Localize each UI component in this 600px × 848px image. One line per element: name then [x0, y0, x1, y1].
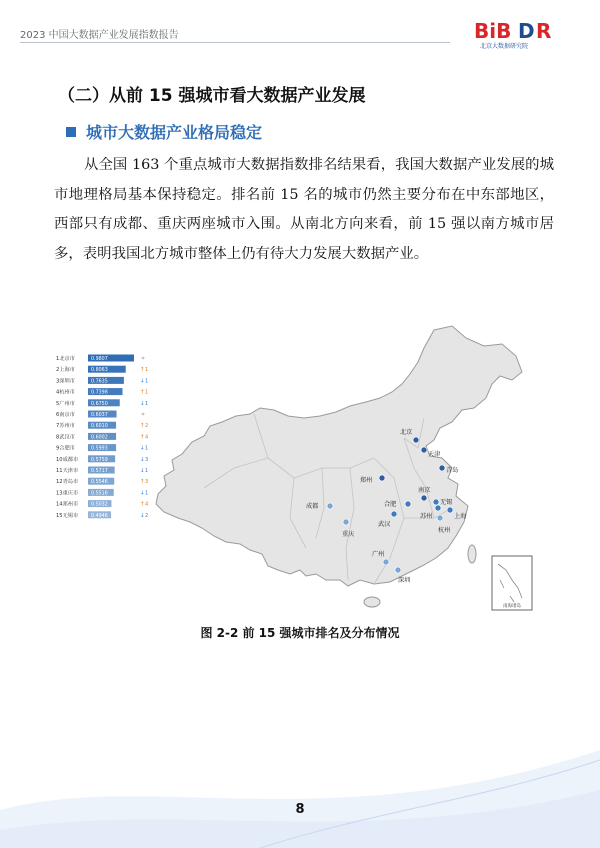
- ranking-value: 0.5516: [91, 491, 108, 497]
- ranking-city-label: 12青岛市: [56, 479, 79, 486]
- city-marker: [395, 567, 401, 573]
- svg-text:D: D: [518, 19, 535, 43]
- arrow-down-icon: ↓: [140, 468, 145, 474]
- running-header: 2023 中国大数据产业发展指数报告: [20, 30, 179, 41]
- ranking-value: 0.5717: [91, 469, 108, 474]
- ranking-city-label: 6南京市: [56, 412, 75, 418]
- city-label: 合肥: [384, 501, 397, 508]
- city-marker: [437, 515, 443, 521]
- ranking-value: 0.6002: [91, 435, 108, 441]
- ranking-row: [56, 354, 144, 362]
- arrow-down-icon: ↓: [140, 378, 145, 385]
- city-marker: [379, 475, 385, 481]
- city-label: 广州: [372, 551, 385, 558]
- city-label: 无锡: [440, 499, 453, 506]
- arrow-down-icon: ↓: [140, 456, 145, 463]
- ranking-city-label: 14郑州市: [56, 501, 79, 508]
- ranking-row: [56, 477, 148, 485]
- ranking-value: 0.5032: [91, 502, 108, 508]
- ranking-value: 0.4946: [91, 513, 108, 519]
- ranking-row: [56, 500, 148, 508]
- ranking-city-label: 10成都市: [56, 456, 79, 463]
- bibdr-logo: [472, 18, 576, 52]
- logo-graphic: [472, 18, 576, 52]
- ranking-change: 3: [145, 456, 149, 463]
- ranking-row: [56, 432, 148, 440]
- subsection-title: 城市大数据产业格局稳定: [86, 123, 263, 142]
- china-map-outline: [156, 326, 522, 586]
- ranking-city-label: 7苏州市: [56, 423, 75, 430]
- city-marker: [421, 447, 427, 453]
- ranking-city-label: 4杭州市: [56, 389, 75, 396]
- arrow-up-icon: ↑: [140, 434, 145, 441]
- ranking-row: [56, 376, 148, 384]
- ranking-city-label: 5广州市: [56, 400, 75, 407]
- ranking-value: 0.7635: [91, 379, 108, 385]
- decorative-waves: [0, 690, 600, 848]
- city-marker: [439, 465, 445, 471]
- city-label: 南京: [418, 487, 431, 494]
- ranking-value: 0.6750: [91, 401, 108, 407]
- no-change-icon: [142, 357, 145, 360]
- city-label: 北京: [400, 429, 413, 436]
- ranking-value: 0.5546: [91, 480, 108, 486]
- figure-caption: 图 2-2 前 15 强城市排名及分布情况: [200, 626, 400, 640]
- arrow-up-icon: ↑: [140, 423, 145, 430]
- ranking-city-label: 3深圳市: [56, 378, 75, 385]
- ranking-value: 0.6037: [91, 413, 108, 418]
- city-label: 天津: [428, 451, 441, 458]
- ranking-row: [56, 365, 148, 373]
- arrow-up-icon: ↑: [140, 501, 145, 508]
- ranking-row: [56, 488, 148, 496]
- ranking-change: 4: [145, 501, 149, 508]
- city-label: 杭州: [438, 527, 451, 534]
- no-change-icon: [142, 413, 145, 416]
- city-marker: [413, 437, 419, 443]
- ranking-change: 1: [145, 389, 149, 396]
- ranking-row: [56, 455, 148, 463]
- ranking-change: 3: [145, 479, 149, 486]
- arrow-up-icon: ↑: [140, 367, 145, 374]
- ranking-value: 0.9807: [91, 357, 108, 362]
- city-label: 武汉: [378, 521, 391, 528]
- city-label: 郑州: [360, 477, 373, 484]
- city-marker: [421, 495, 427, 501]
- ranking-value: 0.7398: [91, 390, 108, 396]
- city-marker: [433, 499, 439, 505]
- inset-label: 南海诸岛: [503, 604, 521, 609]
- arrow-down-icon: ↓: [140, 400, 145, 407]
- ranking-row: [56, 399, 148, 407]
- ranking-city-label: 1北京市: [56, 356, 75, 362]
- ranking-row: [56, 388, 148, 396]
- city-label: 青岛: [446, 467, 459, 474]
- ranking-row: [56, 421, 148, 429]
- page-number: 8: [295, 802, 305, 817]
- ranking-city-label: 13重庆市: [56, 490, 79, 497]
- ranking-city-label: 15无锡市: [56, 512, 79, 519]
- ranking-value: 0.6010: [91, 424, 108, 430]
- ranking-change: 1: [145, 400, 149, 407]
- ranking-change: 2: [145, 423, 149, 430]
- city-marker: [383, 559, 389, 565]
- city-marker: [327, 503, 333, 509]
- ranking-change: 1: [145, 378, 149, 385]
- ranking-city-label: 9合肥市: [56, 445, 75, 452]
- city-marker: [391, 511, 397, 517]
- header-rule: [20, 42, 450, 43]
- city-label: 重庆: [342, 531, 355, 538]
- square-bullet-icon: [66, 127, 76, 137]
- ranking-change: 1: [145, 490, 149, 497]
- ranking-city-label: 2上海市: [56, 367, 75, 374]
- taiwan-island: [468, 545, 476, 563]
- south-china-sea-inset: [492, 556, 532, 610]
- ranking-city-label: 8武汉市: [56, 434, 75, 441]
- city-marker: [447, 507, 453, 513]
- ranking-city-label: 11天津市: [56, 468, 79, 474]
- ranking-change: 1: [145, 445, 149, 452]
- figure-svg: [54, 318, 554, 613]
- section-heading: （二）从前 15 强城市看大数据产业发展: [58, 86, 366, 106]
- city-marker: [405, 501, 411, 507]
- city-label: 苏州: [420, 513, 433, 520]
- city-marker: [343, 519, 349, 525]
- city-marker: [435, 505, 441, 511]
- arrow-down-icon: ↓: [140, 512, 145, 519]
- ranking-value: 0.5759: [91, 457, 108, 463]
- ranking-row: [56, 410, 144, 418]
- arrow-down-icon: ↓: [140, 490, 145, 497]
- body-paragraph: 从全国 163 个重点城市大数据指数排名结果看，我国大数据产业发展的城市地理格局基本保持稳定。排名前 15 名的城市仍然主要分布在中东部地区，西部只有成都、重庆两座城市入围。从南北方向来看，前 15 强以南方城市居多，表明我国北方城市整体上仍有待大力发展大数据产业。: [54, 157, 554, 262]
- ranking-row: [56, 511, 148, 519]
- svg-text:R: R: [536, 19, 552, 43]
- arrow-up-icon: ↑: [140, 389, 145, 396]
- ranking-change: 4: [145, 434, 149, 441]
- ranking-row: [56, 444, 148, 452]
- ranking-change: 2: [145, 512, 149, 519]
- ranking-list: [56, 354, 148, 519]
- city-label: 深圳: [398, 577, 411, 584]
- city-label: 成都: [306, 503, 319, 510]
- ranking-change: 1: [145, 367, 149, 374]
- arrow-down-icon: ↓: [140, 445, 145, 452]
- ranking-row: [56, 466, 148, 474]
- figure-ranking-map: [54, 318, 554, 613]
- hainan-island: [364, 597, 380, 607]
- subsection-heading: [66, 120, 262, 143]
- city-label: 上海: [454, 513, 467, 520]
- ranking-change: 1: [145, 468, 149, 474]
- arrow-up-icon: ↑: [140, 479, 145, 486]
- svg-text:北京大数据研究院: 北京大数据研究院: [480, 43, 529, 50]
- ranking-value: 0.5993: [91, 446, 108, 452]
- svg-text:BiB: BiB: [474, 19, 512, 43]
- ranking-value: 0.8063: [91, 368, 108, 374]
